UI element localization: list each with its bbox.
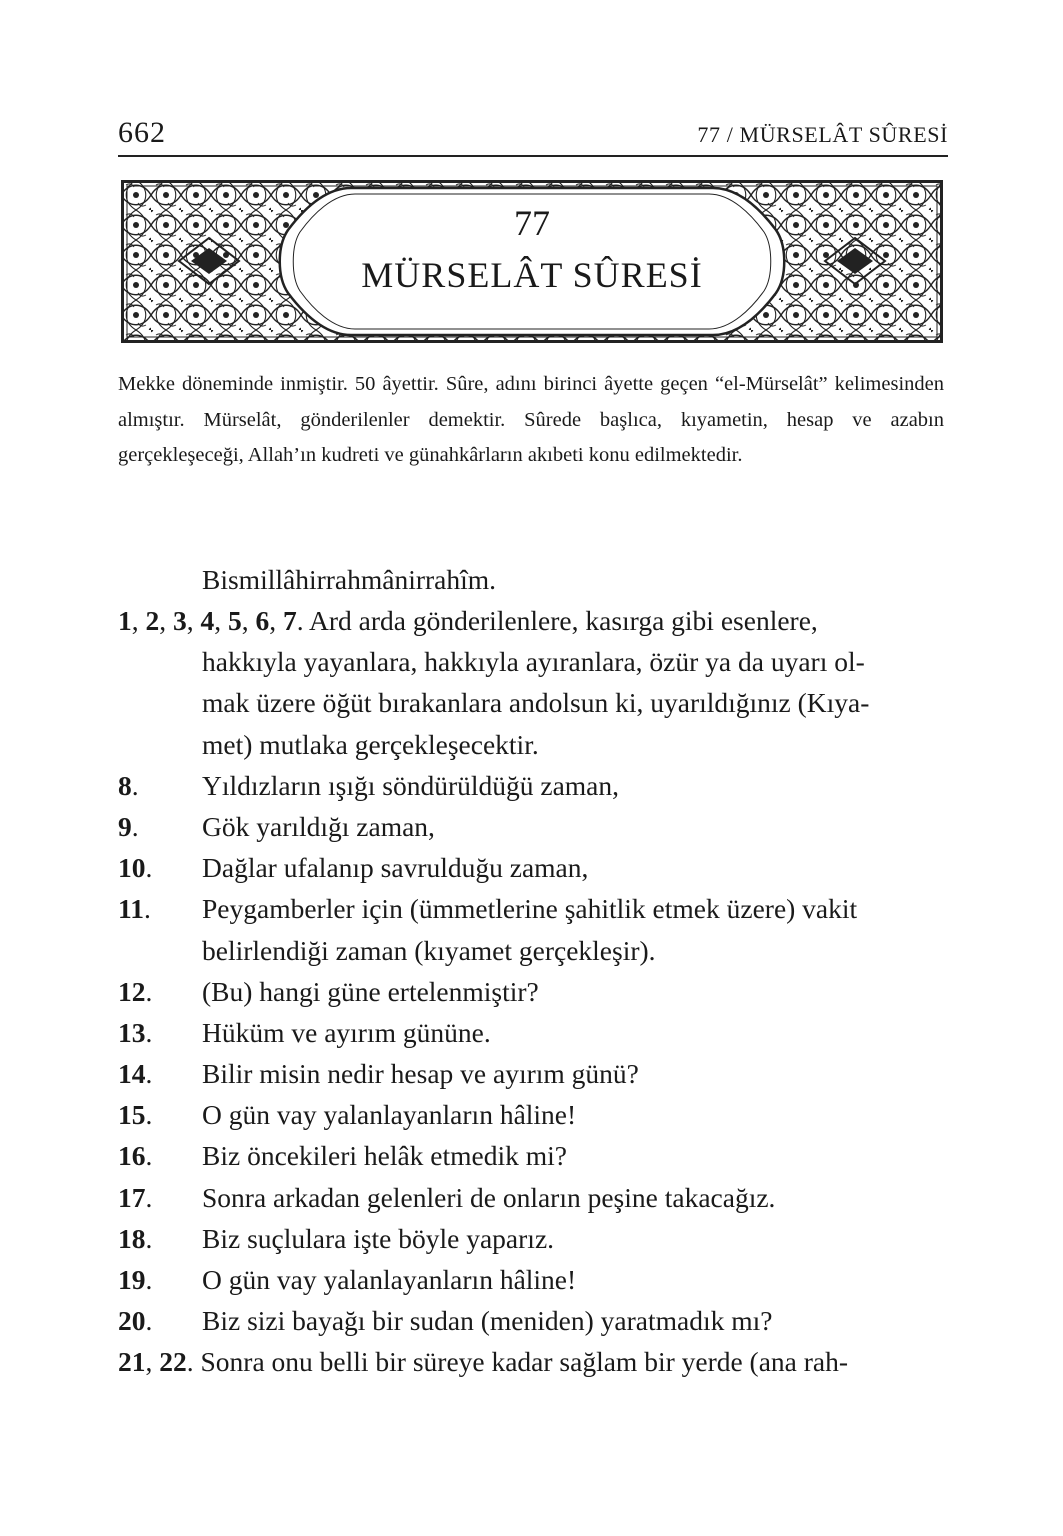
verse-text: Gök yarıldığı zaman, [202,810,435,842]
verse-number: 18. [118,1222,153,1254]
verse-number: 2 [145,605,160,636]
verse-number: 8. [118,769,139,801]
verse-14 [118,1053,948,1094]
verse-text: Bilir misin nedir hesap ve ayırım günü? [202,1058,639,1090]
verse-text: O gün vay yalanlayanların hâline! [202,1264,577,1295]
verse-text: Biz öncekileri helâk etmedik mi? [202,1140,568,1172]
verse-number: 15. [118,1099,153,1131]
surah-number: 77 [514,203,550,243]
single-verses [118,765,948,1342]
verse-number: 19. [118,1264,153,1295]
verse-text: Dağlar ufalanıp savrulduğu zaman, [202,852,589,884]
verse-text: Yıldızların ışığı söndürüldüğü zaman, [202,769,620,801]
verse-number: 7 [283,605,297,636]
verse-group-21-22 [118,1341,948,1382]
header-rule [118,155,948,157]
banner-text [121,180,943,343]
verse-text: mak üzere öğüt bırakanlara andolsun ki, uyarıldığınız (Kıya- [202,687,870,719]
running-title: 77 / MÜRSELÂT SÛRESİ [697,122,948,147]
page-number: 662 [118,116,166,149]
verse-number: 20. [118,1305,153,1337]
verse-number: 14. [118,1058,153,1090]
verse-number: 22 [159,1346,187,1378]
verse-number: 11. [118,893,151,925]
verse-8 [118,765,948,806]
verse-text: Hüküm ve ayırım gününe. [202,1016,491,1048]
verse-text: Ard arda gönderilenlere, kasırga gibi esenlere, [308,605,818,636]
verse-20 [118,1300,948,1341]
verse-16 [118,1135,948,1176]
verse-15 [118,1094,948,1135]
verse-list [118,560,948,1383]
verse-11 [118,888,948,970]
verse-number: 5 [228,605,242,636]
verse-number: 3 [173,605,187,636]
verse-text: Biz suçlulara işte böyle yaparız. [202,1222,555,1254]
verse-text: met) mutlaka gerçekleşecektir. [202,728,539,760]
verse-text: O gün vay yalanlayanların hâline! [202,1099,577,1131]
verse-number: 17. [118,1181,153,1213]
surah-introduction: Mekke döneminde inmiştir. 50 âyettir. Sûre, adını birinci âyette geçen “el-Mürselât” kelimesinden almıştır. Mürselât, gönderilenler demektir. Sûrede başlıca, kıyametin, hesap ve azabın gerçekleşeceği, Allah’ın kudreti ve günahkârların akıbeti konu edilmektedir. [118,373,944,466]
verse-number: 12. [118,975,153,1007]
verse-number: 16. [118,1140,153,1172]
verse-12 [118,971,948,1012]
verse-text: belirlendiği zaman (kıyamet gerçekleşir). [202,934,656,966]
verse-group-1-7 [118,600,948,765]
verse-number: 21 [118,1346,146,1378]
verse-10 [118,847,948,888]
verse-text: hakkıyla yayanlara, hakkıyla ayıranlara, özür ya da uyarı ol- [202,646,865,678]
verse-text: (Bu) hangi güne ertelenmiştir? [202,975,539,1007]
surah-banner [121,180,943,343]
verse-number: 1 [118,605,132,636]
verse-number: 9. [118,810,139,842]
verse-17 [118,1177,948,1218]
verse-numbers: 1, 2, 3, 4, 5, 6, 7. [118,605,309,636]
verse-numbers: 21, 22. [118,1346,201,1378]
surah-title: MÜRSELÂT SÛRESİ [361,255,703,295]
verse-18 [118,1218,948,1259]
basmala: Bismillâhirrahmânirrahîm. [202,564,497,595]
verse-text: Sonra arkadan gelenleri de onların peşine takacağız. [202,1181,776,1213]
verse-number: 13. [118,1016,153,1048]
verse-number: 4 [200,605,215,636]
verse-number: 6 [255,605,270,636]
running-head [118,112,948,154]
verse-text: Biz sizi bayağı bir sudan (meniden) yaratmadık mı? [202,1305,773,1337]
verse-13 [118,1012,948,1053]
verse-text: Sonra onu belli bir süreye kadar sağlam bir yerde (ana rah- [200,1346,849,1378]
verse-number: 10. [118,852,153,884]
verse-text: Peygamberler için (ümmetlerine şahitlik etmek üzere) vakit [202,893,858,925]
verse-9 [118,806,948,847]
verse-19 [118,1259,948,1300]
